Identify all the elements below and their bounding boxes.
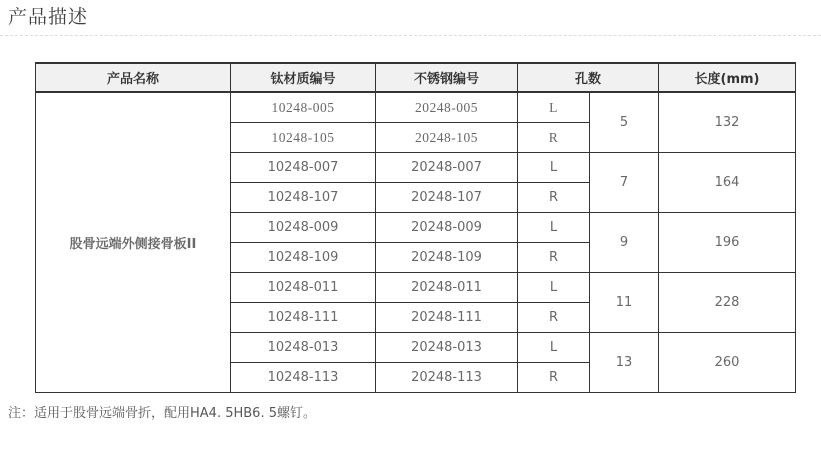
table-header (36, 63, 796, 92)
hole-count-cell: 5 (590, 92, 659, 153)
side-cell: R (518, 363, 590, 393)
stainless-code-cell: 20248-105 (376, 123, 518, 153)
header-hole-count: 孔数 (518, 63, 659, 92)
hole-count-cell: 7 (590, 153, 659, 213)
stainless-code-cell: 20248-011 (376, 273, 518, 303)
side-cell: R (518, 183, 590, 213)
length-cell: 132 (659, 92, 796, 153)
side-cell: L (518, 213, 590, 243)
hole-count-cell: 13 (590, 333, 659, 393)
titanium-code-cell: 10248-007 (231, 153, 376, 183)
stainless-code-cell: 20248-111 (376, 303, 518, 333)
titanium-code-cell: 10248-111 (231, 303, 376, 333)
stainless-code-cell: 20248-005 (376, 92, 518, 123)
stainless-code-cell: 20248-109 (376, 243, 518, 273)
hole-count-cell: 9 (590, 213, 659, 273)
length-cell: 260 (659, 333, 796, 393)
titanium-code-cell: 10248-005 (231, 92, 376, 123)
side-cell: R (518, 243, 590, 273)
side-cell: L (518, 273, 590, 303)
product-name-cell: 股骨远端外侧接骨板II (36, 92, 231, 393)
title-divider (0, 35, 821, 36)
side-cell: L (518, 333, 590, 363)
header-stainless-code: 不锈钢编号 (376, 63, 518, 92)
titanium-code-cell: 10248-107 (231, 183, 376, 213)
hole-count-cell: 11 (590, 273, 659, 333)
stainless-code-cell: 20248-107 (376, 183, 518, 213)
side-cell: L (518, 153, 590, 183)
length-cell: 196 (659, 213, 796, 273)
length-cell: 164 (659, 153, 796, 213)
stainless-code-cell: 20248-007 (376, 153, 518, 183)
product-spec-table (35, 62, 796, 393)
header-row (36, 63, 796, 92)
titanium-code-cell: 10248-113 (231, 363, 376, 393)
stainless-code-cell: 20248-009 (376, 213, 518, 243)
titanium-code-cell: 10248-011 (231, 273, 376, 303)
titanium-code-cell: 10248-009 (231, 213, 376, 243)
side-cell: R (518, 123, 590, 153)
header-titanium-code: 钛材质编号 (231, 63, 376, 92)
titanium-code-cell: 10248-109 (231, 243, 376, 273)
header-product-name: 产品名称 (36, 63, 231, 92)
stainless-code-cell: 20248-113 (376, 363, 518, 393)
page-title: 产品描述 (8, 6, 89, 28)
table-body (36, 92, 796, 393)
length-cell: 228 (659, 273, 796, 333)
table-row (36, 92, 796, 123)
side-cell: L (518, 92, 590, 123)
header-length-mm: 长度(mm) (659, 63, 796, 92)
titanium-code-cell: 10248-013 (231, 333, 376, 363)
titanium-code-cell: 10248-105 (231, 123, 376, 153)
side-cell: R (518, 303, 590, 333)
stainless-code-cell: 20248-013 (376, 333, 518, 363)
footnote: 注：适用于股骨远端骨折，配用HA4. 5HB6. 5螺钉。 (8, 406, 316, 421)
